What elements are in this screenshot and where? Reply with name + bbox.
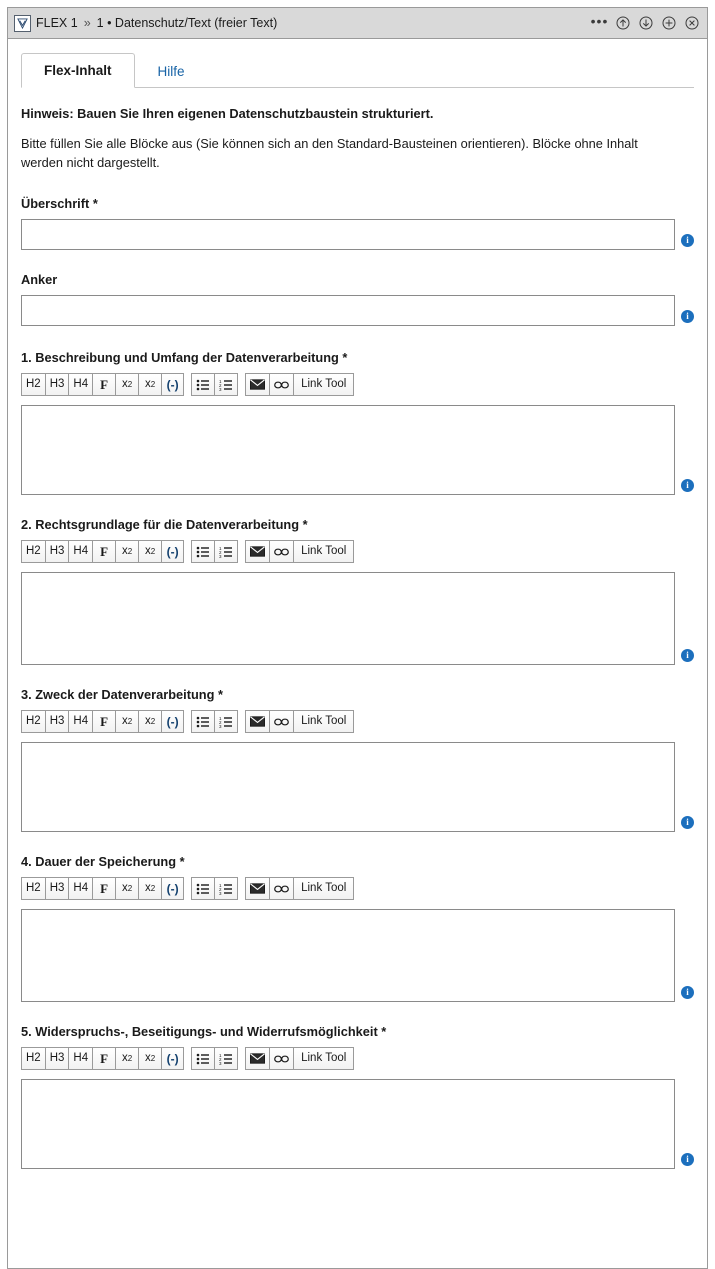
mail-icon[interactable] [245, 710, 269, 733]
superscript-button[interactable] [115, 540, 138, 563]
block-4-toolbar [21, 877, 694, 900]
down-circle-icon[interactable] [638, 16, 653, 31]
svg-text:2: 2 [219, 1056, 222, 1062]
source-code-button[interactable]: (-) [161, 540, 184, 563]
subscript-button[interactable] [138, 877, 161, 900]
h2-button[interactable]: H2 [21, 877, 45, 900]
breadcrumb [14, 15, 592, 32]
h3-button[interactable]: H3 [45, 540, 69, 563]
h4-button[interactable]: H4 [68, 540, 92, 563]
tab-hilfe[interactable] [135, 53, 208, 88]
subscript-base: x [145, 881, 151, 894]
breadcrumb-separator: » [83, 16, 91, 30]
source-code-button[interactable]: (-) [161, 877, 184, 900]
mail-icon[interactable] [245, 540, 269, 563]
h3-button[interactable]: H3 [45, 1047, 69, 1070]
link-icon[interactable] [269, 877, 293, 900]
intro-text: Bitte füllen Sie alle Blöcke aus (Sie können sich an den Standard-Bausteinen orientieren). Blöcke ohne Inhalt werden nicht dargestellt. [21, 136, 638, 170]
tab-hilfe-label: Hilfe [157, 63, 185, 79]
svg-text:3: 3 [219, 890, 222, 895]
block-2-textarea[interactable] [21, 572, 675, 665]
block-1-label-text: 1. Beschreibung und Umfang der Datenverarbeitung [21, 350, 339, 366]
superscript-base: x [122, 1051, 128, 1064]
bullet-list-icon[interactable] [191, 877, 214, 900]
subscript-exp: 2 [150, 883, 156, 893]
h3-button[interactable]: H3 [45, 373, 69, 396]
required-marker: * [338, 350, 348, 366]
field-anker [21, 272, 694, 326]
block-5-label [21, 1024, 694, 1039]
subscript-base: x [145, 544, 151, 557]
subscript-button[interactable] [138, 1047, 161, 1070]
block-4-textarea[interactable] [21, 909, 675, 1002]
required-marker: * [214, 687, 223, 703]
info-icon[interactable]: i [681, 234, 694, 247]
superscript-base: x [122, 377, 128, 390]
svg-text:2: 2 [219, 382, 222, 388]
subscript-exp: 2 [150, 379, 156, 389]
required-marker: * [89, 196, 98, 212]
h3-button[interactable]: H3 [45, 710, 69, 733]
close-circle-icon[interactable] [684, 16, 699, 31]
bullet-list-icon[interactable] [191, 710, 214, 733]
block-4-label [21, 854, 694, 869]
superscript-button[interactable] [115, 877, 138, 900]
link-tool-button[interactable]: Link Tool [293, 373, 354, 396]
plus-circle-icon[interactable] [661, 16, 676, 31]
bullet-list-icon[interactable] [191, 373, 214, 396]
link-tool-button[interactable]: Link Tool [293, 540, 354, 563]
h4-button[interactable]: H4 [68, 373, 92, 396]
mail-icon[interactable] [245, 1047, 269, 1070]
flex-shield-icon [14, 15, 31, 32]
h2-button[interactable]: H2 [21, 373, 45, 396]
bold-button[interactable]: F [92, 540, 115, 563]
superscript-exp: 2 [127, 546, 133, 556]
block-2-toolbar [21, 540, 694, 563]
flex-content-panel [7, 7, 708, 1269]
svg-text:3: 3 [219, 386, 222, 391]
block-3-label-text: 3. Zweck der Datenverarbeitung [21, 687, 215, 703]
superscript-exp: 2 [127, 716, 133, 726]
bold-button[interactable]: F [92, 373, 115, 396]
required-marker: * [377, 1024, 387, 1040]
link-tool-button[interactable]: Link Tool [293, 1047, 354, 1070]
svg-text:1: 1 [219, 545, 222, 551]
block-1 [21, 350, 694, 495]
tabbar [21, 52, 694, 88]
block-3-textarea[interactable] [21, 742, 675, 832]
link-tool-button[interactable]: Link Tool [293, 710, 354, 733]
info-icon[interactable]: i [681, 1153, 694, 1166]
mail-icon[interactable] [245, 373, 269, 396]
source-code-button[interactable]: (-) [161, 373, 184, 396]
bold-button[interactable]: F [92, 710, 115, 733]
bold-button[interactable]: F [92, 877, 115, 900]
svg-text:1: 1 [219, 378, 222, 384]
svg-text:2: 2 [219, 719, 222, 725]
window-titlebar [8, 8, 707, 39]
bullet-list-icon[interactable] [191, 1047, 214, 1070]
numbered-list-icon[interactable] [214, 373, 238, 396]
mail-icon[interactable] [245, 877, 269, 900]
info-icon[interactable]: i [681, 310, 694, 323]
required-marker: * [299, 517, 308, 533]
field-anker-label: Anker [21, 272, 58, 288]
link-icon[interactable] [269, 373, 293, 396]
subscript-button[interactable] [138, 540, 161, 563]
block-2-label [21, 517, 694, 532]
field-ueberschrift-label-text: Überschrift [21, 196, 90, 212]
superscript-button[interactable] [115, 710, 138, 733]
block-1-textarea[interactable] [21, 405, 675, 495]
block-5-label-text: 5. Widerspruchs-, Beseitigungs- und Widerrufsmöglichkeit [21, 1024, 378, 1040]
svg-text:2: 2 [219, 549, 222, 555]
required-marker: * [176, 854, 185, 870]
superscript-base: x [122, 881, 128, 894]
h3-button[interactable]: H3 [45, 877, 69, 900]
block-5-toolbar [21, 1047, 694, 1070]
subscript-base: x [145, 1051, 151, 1064]
info-icon[interactable]: i [681, 479, 694, 492]
info-icon[interactable]: i [681, 816, 694, 829]
block-1-label [21, 350, 694, 365]
breadcrumb-current: 1 • Datenschutz/Text (freier Text) [96, 16, 278, 30]
ueberschrift-input[interactable] [21, 219, 675, 250]
tab-content-flex-inhalt [8, 88, 707, 1211]
block-4-label-text: 4. Dauer der Speicherung [21, 854, 177, 870]
field-ueberschrift [21, 196, 694, 250]
svg-text:1: 1 [219, 882, 222, 888]
h2-button[interactable]: H2 [21, 710, 45, 733]
svg-text:1: 1 [219, 1052, 222, 1058]
numbered-list-icon[interactable] [214, 877, 238, 900]
more-options-icon[interactable]: ••• [590, 13, 609, 29]
subscript-exp: 2 [150, 546, 156, 556]
bold-button[interactable]: F [92, 1047, 115, 1070]
superscript-exp: 2 [127, 1053, 133, 1063]
block-2 [21, 517, 694, 665]
subscript-exp: 2 [150, 716, 156, 726]
block-5-textarea[interactable] [21, 1079, 675, 1169]
source-code-button[interactable]: (-) [161, 1047, 184, 1070]
bullet-list-icon[interactable] [191, 540, 214, 563]
subscript-base: x [145, 377, 151, 390]
numbered-list-icon[interactable] [214, 540, 238, 563]
h4-button[interactable]: H4 [68, 710, 92, 733]
superscript-exp: 2 [127, 379, 133, 389]
link-tool-button[interactable]: Link Tool [293, 877, 354, 900]
svg-text:1: 1 [219, 715, 222, 721]
block-3-toolbar [21, 710, 694, 733]
up-circle-icon[interactable] [615, 16, 630, 31]
block-2-label-text: 2. Rechtsgrundlage für die Datenverarbeitung [21, 517, 300, 533]
superscript-base: x [122, 544, 128, 557]
numbered-list-icon[interactable] [214, 1047, 238, 1070]
block-3-label [21, 687, 694, 702]
window-controls [590, 13, 699, 31]
block-3 [21, 687, 694, 832]
superscript-base: x [122, 714, 128, 727]
tab-flex-inhalt[interactable] [21, 53, 135, 88]
source-code-button[interactable]: (-) [161, 710, 184, 733]
superscript-button[interactable] [115, 373, 138, 396]
link-icon[interactable] [269, 710, 293, 733]
superscript-button[interactable] [115, 1047, 138, 1070]
subscript-button[interactable] [138, 710, 161, 733]
svg-text:3: 3 [219, 1060, 222, 1065]
link-icon[interactable] [269, 540, 293, 563]
numbered-list-icon[interactable] [214, 710, 238, 733]
tab-flex-inhalt-label: Flex-Inhalt [44, 63, 112, 78]
block-1-toolbar [21, 373, 694, 396]
subscript-button[interactable] [138, 373, 161, 396]
svg-text:3: 3 [219, 553, 222, 558]
notice-text: Hinweis: Bauen Sie Ihren eigenen Datenschutzbaustein strukturiert. [21, 106, 434, 121]
h4-button[interactable]: H4 [68, 877, 92, 900]
svg-text:2: 2 [219, 886, 222, 892]
info-icon[interactable]: i [681, 986, 694, 999]
field-ueberschrift-label [21, 196, 694, 211]
subscript-base: x [145, 714, 151, 727]
svg-text:3: 3 [219, 723, 222, 728]
h2-button[interactable]: H2 [21, 1047, 45, 1070]
h2-button[interactable]: H2 [21, 540, 45, 563]
link-icon[interactable] [269, 1047, 293, 1070]
superscript-exp: 2 [127, 883, 133, 893]
breadcrumb-root[interactable]: FLEX 1 [36, 16, 78, 30]
block-5 [21, 1024, 694, 1169]
info-icon[interactable]: i [681, 649, 694, 662]
h4-button[interactable]: H4 [68, 1047, 92, 1070]
subscript-exp: 2 [150, 1053, 156, 1063]
block-4 [21, 854, 694, 1002]
anker-input[interactable] [21, 295, 675, 326]
